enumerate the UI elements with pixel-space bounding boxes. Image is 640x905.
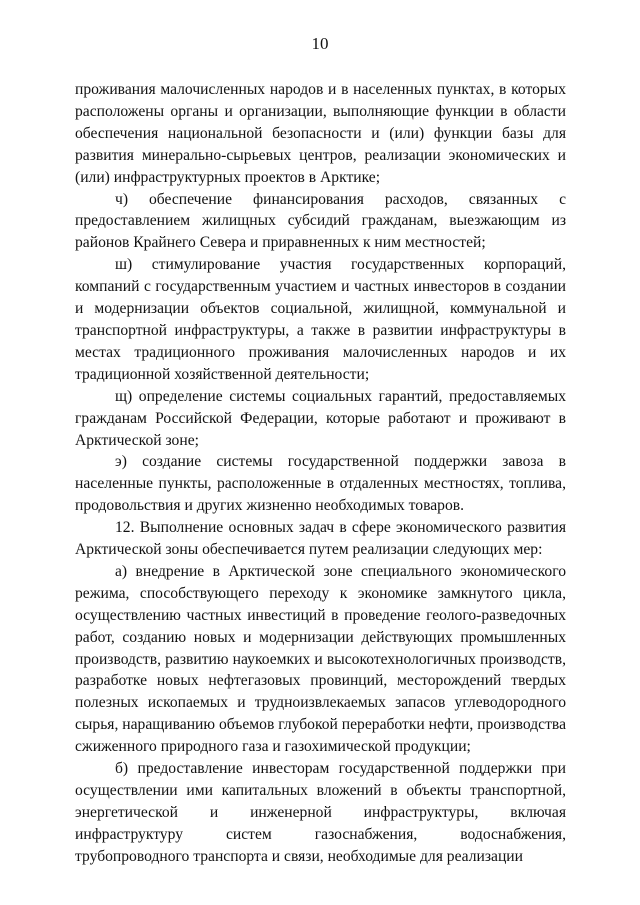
- paragraph-item-a: а) внедрение в Арктической зоне специального экономического режима, способствующего переходу к экономике замкнутого цикла, осуществлению частных инвестиций в проведение геолого-разведочных работ, созданию новых и модернизации действующих промышленных производств, развитию наукоемких и высокотехнологичных производств, разработке новых нефтегазовых провинций, месторождений твердых полезных ископаемых и трудноизвлекаемых запасов углеводородного сырья, наращиванию объемов глубокой переработки нефти, производства сжиженного природного газа и газохимической продукции;: [75, 562, 566, 756]
- paragraph-section-12: 12. Выполнение основных задач в сфере экономического развития Арктической зоны обеспечивается путем реализации следующих мер:: [75, 519, 566, 559]
- document-body: [75, 79, 566, 868]
- paragraph-item-shch: щ) определение системы социальных гарантий, предоставляемых гражданам Российской Федерации, которые работают и проживают в Арктической зоне;: [75, 387, 566, 449]
- paragraph-continuation: проживания малочисленных народов и в населенных пунктах, в которых расположены органы и организации, выполняющие функции в области обеспечения национальной безопасности и (или) функции базы для развития минерально-сырьевых центров, реализации экономических и (или) инфраструктурных проектов в Арктике;: [75, 81, 566, 186]
- page-number: 10: [311, 34, 329, 53]
- paragraph-item-sh: ш) стимулирование участия государственных корпораций, компаний с государственным участием и частных инвесторов в создании и модернизации объектов социальной, жилищной, коммунальной и транспортной инфраструктуры, а также в развитии инфраструктуры в местах традиционного проживания малочисленных народов и их традиционной хозяйственной деятельности;: [75, 256, 566, 383]
- paragraph-item-ch: ч) обеспечение финансирования расходов, связанных с предоставлением жилищных субсидий гражданам, выезжающим из районов Крайнего Севера и приравненных к ним местностей;: [75, 190, 566, 252]
- paragraph-item-e: э) создание системы государственной поддержки завоза в населенные пункты, расположенные в отдаленных местностях, топлива, продовольствия и других жизненно необходимых товаров.: [75, 453, 566, 515]
- paragraph-item-b: б) предоставление инвесторам государственной поддержки при осуществлении ими капитальных вложений в объекты транспортной, энергетической и инженерной инфраструктуры, включая инфраструктуру систем газоснабжения, водоснабжения, трубопроводного транспорта и связи, необходимые для реализации: [75, 760, 566, 865]
